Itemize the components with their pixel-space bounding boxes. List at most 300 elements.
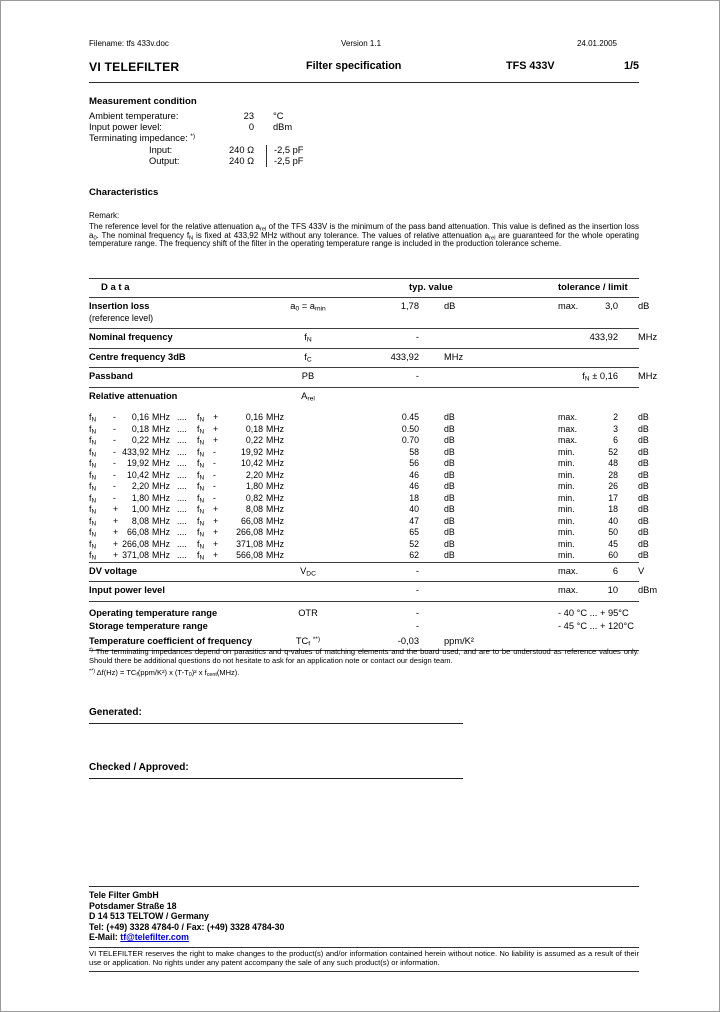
measurement-label: Terminating impedance: *) — [89, 133, 196, 144]
limit-value: 45 — [608, 538, 618, 549]
product-name: TFS 433V — [506, 60, 555, 72]
range-value: 266,08 — [122, 538, 149, 549]
spec-row — [89, 607, 639, 621]
measurement-value: 240 Ω — [229, 144, 255, 155]
limit-value: 433,92 — [589, 332, 618, 342]
typ-unit: dB — [444, 435, 455, 445]
fn-symbol: $f_N$ — [197, 550, 205, 562]
typ-value: - — [415, 565, 419, 576]
measurement-unit: °C — [273, 111, 284, 121]
spec-freq-row — [89, 458, 649, 470]
range-unit: MHz — [152, 423, 171, 434]
fn-symbol: $f_N$ — [89, 469, 97, 481]
typ-value: 46 — [409, 481, 419, 491]
spec-row — [89, 368, 658, 388]
range-dots: .... — [177, 412, 187, 422]
header-rule — [89, 82, 639, 83]
limit-type: max. — [558, 435, 578, 445]
range-dots: .... — [177, 469, 187, 480]
spec-label-text: Input power level — [89, 585, 165, 595]
measurement-label: Input: — [149, 144, 173, 155]
spec-label-text: Relative attenuation — [89, 390, 178, 401]
fn-symbol: $f_N$ — [197, 481, 205, 493]
limit-value: 6 — [612, 565, 618, 576]
range-unit: MHz — [152, 412, 171, 422]
typ-unit: dB — [444, 458, 455, 468]
fn-symbol: $f_N$ — [89, 527, 97, 539]
range-sign: + — [213, 504, 219, 514]
limit-value: 18 — [608, 504, 618, 514]
range-sign: + — [113, 527, 119, 537]
fn-symbol: $f_N$ — [89, 481, 97, 493]
range-value: 8,08 — [245, 504, 263, 514]
range-sign: + — [213, 423, 219, 434]
limit-value: 50 — [608, 527, 618, 537]
spec-label-text: Centre frequency 3dB — [89, 351, 186, 362]
range-unit: MHz — [266, 527, 285, 537]
limit-range: - 40 °C ... + 95°C — [558, 607, 629, 618]
spec-label — [89, 566, 287, 578]
range-dots: .... — [177, 423, 187, 434]
spec-label-text: Insertion loss — [89, 301, 150, 311]
spec-row — [89, 562, 645, 583]
spec-label — [89, 608, 287, 620]
footer-street: Potsdamer Straße 18 — [89, 900, 177, 911]
spec-label — [89, 352, 287, 364]
measurement-value: 240 Ω — [229, 155, 255, 166]
range-unit: MHz — [152, 527, 171, 537]
measurement-value — [229, 133, 254, 144]
spec-symbol: $TC_f$ **) — [295, 635, 321, 647]
limit-unit: dB — [638, 515, 649, 526]
company-logo: VI TELEFILTER — [89, 60, 180, 74]
spec-table-body — [89, 298, 658, 651]
range-sign: + — [113, 515, 119, 526]
limit-type: min. — [558, 515, 575, 526]
footer-phone-fax: Tel: (+49) 3328 4784-0 / Fax: (+49) 3328 4784-30 — [89, 921, 285, 932]
spec-label — [89, 585, 287, 597]
limit-value: $f_N \pm 0,16$ — [582, 371, 618, 383]
limit-unit: dB — [638, 301, 650, 311]
meta-filename: Filename: tfs 433v.doc — [89, 39, 169, 48]
range-dots: .... — [177, 481, 187, 491]
generated-label: Generated: — [89, 707, 142, 718]
limit-value: 52 — [608, 446, 618, 457]
typ-unit: dB — [444, 469, 455, 480]
limit-type: min. — [558, 481, 575, 491]
spec-label — [89, 371, 287, 383]
range-sign: + — [213, 527, 219, 537]
range-value: 433,92 — [122, 446, 149, 457]
fn-symbol: $f_N$ — [89, 458, 97, 470]
fn-symbol: $f_N$ — [89, 492, 97, 504]
limit-range: - 45 °C ... + 120°C — [558, 621, 634, 631]
typ-value: 40 — [409, 504, 419, 514]
spec-freq-row — [89, 446, 649, 459]
spec-label-text: Storage temperature range — [89, 621, 208, 631]
spec-label — [89, 391, 287, 403]
limit-type: max. — [558, 565, 579, 576]
typ-value: - — [415, 585, 419, 595]
typ-value: 433,92 — [390, 351, 419, 362]
fn-symbol: $f_N$ — [197, 423, 205, 435]
fn-symbol: $f_N$ — [197, 446, 205, 458]
range-value: 371,08 — [236, 538, 263, 549]
measurement-unit: dBm — [273, 122, 293, 133]
limit-unit: dB — [638, 504, 649, 514]
limit-value: 2 — [613, 412, 618, 422]
range-unit: MHz — [152, 538, 171, 549]
range-sign: + — [113, 550, 119, 560]
spec-row — [89, 349, 639, 369]
fn-symbol: $f_N$ — [89, 550, 97, 562]
generated-sign-line — [89, 707, 463, 724]
range-value: 66,08 — [126, 527, 149, 537]
range-dots: .... — [177, 538, 187, 549]
fn-symbol: $f_N$ — [197, 412, 205, 424]
spec-label-text: Nominal frequency — [89, 332, 173, 342]
spec-label-text: Operating temperature range — [89, 607, 218, 618]
range-unit: MHz — [152, 504, 171, 514]
document-footer — [89, 886, 639, 972]
document-header — [89, 60, 639, 82]
range-value: 566,08 — [236, 550, 263, 560]
range-unit: MHz — [266, 481, 285, 491]
range-sign: - — [213, 446, 216, 457]
measurement-unit — [254, 133, 639, 144]
range-sign: - — [213, 481, 216, 491]
range-unit: MHz — [266, 550, 285, 560]
spec-freq-row — [89, 550, 649, 562]
col-header-typ: typ. value — [409, 282, 453, 293]
footer-email-line — [89, 932, 639, 943]
spec-freq-row — [89, 538, 649, 551]
limit-unit: dB — [638, 469, 649, 480]
range-dots: .... — [177, 446, 187, 457]
spec-label-text: DV voltage — [89, 565, 138, 576]
fn-symbol: $f_N$ — [197, 527, 205, 539]
fn-symbol: $f_N$ — [89, 435, 97, 447]
fn-symbol: $f_N$ — [197, 504, 205, 516]
spec-row — [89, 620, 639, 634]
spec-freq-row — [89, 481, 649, 493]
range-unit: MHz — [266, 446, 285, 457]
limit-unit: dB — [638, 423, 649, 434]
range-sign: + — [213, 435, 219, 445]
limit-unit: dB — [638, 538, 649, 549]
range-value: 266,08 — [236, 527, 263, 537]
range-sign: - — [213, 492, 216, 503]
limit-unit: dB — [638, 435, 649, 445]
limit-type: max. — [558, 423, 578, 434]
range-value: 19,92 — [240, 446, 263, 457]
range-unit: MHz — [266, 515, 285, 526]
measurement-section — [89, 96, 639, 167]
range-value: 0,22 — [131, 435, 149, 445]
checked-approved-sign-line — [89, 762, 463, 779]
range-unit: MHz — [152, 515, 171, 526]
spec-row — [89, 329, 658, 349]
typ-unit: dB — [444, 550, 455, 560]
fn-symbol: $f_N$ — [197, 458, 205, 470]
range-value: 1,80 — [245, 481, 263, 491]
typ-value: 58 — [409, 446, 419, 457]
spec-freq-row — [89, 435, 649, 447]
spec-label — [89, 636, 287, 648]
range-sign: - — [113, 492, 116, 503]
limit-type: max. — [558, 585, 579, 595]
range-sign: - — [213, 469, 216, 480]
range-value: 371,08 — [122, 550, 149, 560]
characteristics-section — [89, 187, 639, 249]
footer-disclaimer: VI TELEFILTER reserves the right to make changes to the product(s) and/or information contained herein without notice. No liability is assumed as a result of their use or application. No rights under any patent accompany the sale of any such product(s) or information. — [89, 947, 639, 972]
range-unit: MHz — [266, 412, 285, 422]
typ-value: 18 — [409, 492, 419, 503]
range-value: 0,16 — [131, 412, 149, 422]
page-number: 1/5 — [623, 60, 639, 72]
limit-type: min. — [558, 550, 575, 560]
range-sign: + — [213, 515, 219, 526]
limit-type: min. — [558, 504, 575, 514]
range-value: 2,20 — [131, 481, 149, 491]
range-sign: - — [113, 412, 116, 422]
col-header-data: D a t a — [101, 282, 130, 293]
limit-value: 3,0 — [605, 301, 618, 311]
meta-date: 24.01.2005 — [576, 39, 617, 48]
capacitance-value: -2,5 pF — [266, 145, 303, 156]
footnote-formula: **) $\Delta f(Hz) = TC_f(ppm/K^2)$ x $(T-T_0)^2$ x $f_{cent}(MHz)$. — [89, 668, 240, 679]
remark-label: Remark: — [89, 211, 120, 220]
spec-row — [89, 582, 658, 602]
measurement-value: 0 — [248, 122, 254, 133]
measurement-row — [89, 156, 639, 167]
range-unit: MHz — [266, 469, 285, 480]
range-sign: - — [113, 435, 116, 445]
range-unit: MHz — [152, 550, 171, 560]
range-unit: MHz — [266, 538, 285, 549]
fn-symbol: $f_N$ — [197, 492, 205, 504]
range-value: 10,42 — [126, 469, 149, 480]
footnote-terminating: *) The terminating impedances depend on parasitics and q-values of matching elements and the board used, and are to be understood as reference values only. Should there be additional questions do not hesitate to ask for an application note or contact our design team. — [89, 647, 639, 665]
email-label: E-Mail: — [89, 932, 121, 943]
footer-company-name: Tele Filter GmbH — [89, 890, 159, 900]
range-value: 0,82 — [245, 492, 263, 503]
typ-unit: dB — [444, 423, 455, 434]
typ-value: - — [415, 371, 419, 381]
range-unit: MHz — [152, 469, 171, 480]
spec-freq-row — [89, 527, 649, 539]
measurement-rows — [89, 111, 639, 167]
typ-unit: dB — [444, 446, 455, 457]
measurement-label: Output: — [149, 155, 180, 166]
range-value: 1,80 — [131, 492, 149, 503]
measurement-row — [89, 111, 639, 122]
typ-value: 52 — [409, 538, 419, 549]
typ-unit: dB — [444, 515, 455, 526]
fn-symbol: $f_N$ — [197, 538, 205, 550]
page-title: Filter specification — [306, 60, 402, 72]
range-dots: .... — [177, 435, 187, 445]
typ-value: 46 — [409, 469, 419, 480]
typ-unit: ppm/K² — [444, 635, 474, 646]
spec-label — [89, 301, 287, 324]
range-value: 10,42 — [240, 458, 263, 468]
limit-type: max. — [558, 301, 579, 311]
spec-symbol: PB — [301, 371, 315, 381]
range-unit: MHz — [266, 458, 285, 468]
range-value: 2,20 — [245, 469, 263, 480]
limit-unit: MHz — [638, 371, 658, 381]
limit-unit: dB — [638, 412, 649, 422]
limit-type: min. — [558, 492, 575, 503]
range-unit: MHz — [152, 492, 171, 503]
limit-value: 28 — [608, 469, 618, 480]
limit-value: 48 — [608, 458, 618, 468]
typ-unit: MHz — [444, 351, 464, 362]
limit-value: 3 — [613, 423, 618, 434]
range-dots: .... — [177, 492, 187, 503]
typ-unit: dB — [444, 504, 455, 514]
typ-unit: dB — [444, 492, 455, 503]
range-sign: + — [113, 504, 119, 514]
range-unit: MHz — [266, 492, 285, 503]
limit-value: 40 — [608, 515, 618, 526]
measurement-label: Ambient temperature: — [89, 111, 179, 121]
range-sign: - — [213, 458, 216, 468]
meta-row — [89, 39, 639, 50]
spec-freq-row — [89, 492, 649, 505]
limit-type: min. — [558, 538, 575, 549]
range-sign: - — [113, 458, 116, 468]
spec-table — [89, 278, 658, 651]
range-unit: MHz — [152, 458, 171, 468]
limit-value: 17 — [608, 492, 618, 503]
range-sign: - — [113, 423, 116, 434]
meta-version: Version 1.1 — [341, 39, 382, 48]
spec-row — [89, 298, 650, 329]
range-value: 66,08 — [240, 515, 263, 526]
range-unit: MHz — [152, 481, 171, 491]
fn-symbol: $f_N$ — [89, 504, 97, 516]
range-sign: + — [213, 550, 219, 560]
spec-label-text: Passband — [89, 371, 133, 381]
typ-value: - — [415, 332, 419, 342]
limit-unit: dB — [638, 481, 649, 491]
fn-symbol: $f_N$ — [197, 515, 205, 527]
range-unit: MHz — [152, 446, 171, 457]
typ-unit: dB — [444, 538, 455, 549]
spec-symbol: $f_C$ — [304, 351, 312, 363]
limit-value: 26 — [608, 481, 618, 491]
range-dots: .... — [177, 550, 187, 560]
spec-freq-row — [89, 504, 649, 516]
spec-label — [89, 621, 287, 633]
spec-row — [89, 388, 639, 405]
limit-type: min. — [558, 469, 575, 480]
range-value: 8,08 — [131, 515, 149, 526]
range-sign: + — [113, 538, 119, 549]
range-value: 1,00 — [131, 504, 149, 514]
col-header-tolerance: tolerance / limit — [558, 282, 628, 293]
measurement-row — [89, 133, 639, 144]
spec-label-text: Temperature coefficient of frequency — [89, 635, 253, 646]
limit-type: min. — [558, 527, 575, 537]
fn-symbol: $f_N$ — [89, 423, 97, 435]
range-sign: - — [113, 446, 116, 457]
fn-symbol: $f_N$ — [197, 469, 205, 481]
measurement-label: Input power level: — [89, 122, 162, 133]
fn-symbol: $f_N$ — [89, 538, 97, 550]
limit-unit: dB — [638, 527, 649, 537]
limit-unit: dB — [638, 446, 649, 457]
range-value: 0,16 — [245, 412, 263, 422]
typ-value: 0.50 — [401, 423, 419, 434]
range-unit: MHz — [266, 435, 285, 445]
fn-symbol: $f_N$ — [89, 446, 97, 458]
limit-type: min. — [558, 446, 575, 457]
range-unit: MHz — [266, 423, 285, 434]
limit-unit: MHz — [638, 332, 658, 342]
limit-type: max. — [558, 412, 578, 422]
limit-unit: dBm — [638, 585, 658, 595]
limit-value: 60 — [608, 550, 618, 560]
footnotes-section — [89, 647, 639, 677]
limit-unit: V — [638, 565, 645, 576]
spec-freq-row — [89, 423, 649, 436]
spec-symbol: $f_N$ — [304, 332, 312, 344]
spec-symbol: $a_0 = a_{min}$ — [290, 301, 326, 313]
spec-symbol: $A_{rel}$ — [301, 390, 315, 402]
typ-unit: dB — [444, 301, 456, 311]
range-value: 0,18 — [245, 423, 263, 434]
range-unit: MHz — [152, 435, 171, 445]
range-value: 0,22 — [245, 435, 263, 445]
typ-value: 1,78 — [400, 301, 419, 311]
spec-table-header — [89, 278, 639, 298]
range-dots: .... — [177, 515, 187, 526]
measurement-value2 — [254, 156, 639, 167]
typ-unit: dB — [444, 412, 455, 422]
measurement-row — [89, 145, 639, 156]
range-sign: - — [113, 481, 116, 491]
measurement-row — [89, 122, 639, 133]
typ-value: 62 — [409, 550, 419, 560]
typ-value: -0,03 — [397, 635, 419, 646]
range-dots: .... — [177, 527, 187, 537]
typ-value: 0.45 — [401, 412, 419, 422]
range-value: 19,92 — [126, 458, 149, 468]
limit-value: 10 — [607, 585, 618, 595]
limit-type: min. — [558, 458, 575, 468]
range-dots: .... — [177, 458, 187, 468]
measurement-heading: Measurement condition — [89, 96, 197, 107]
capacitance-value: -2,5 pF — [266, 156, 303, 167]
footer-city: D 14 513 TELTOW / Germany — [89, 911, 209, 922]
typ-value: 0.70 — [401, 435, 419, 445]
spec-label — [89, 332, 287, 344]
typ-value: 56 — [409, 458, 419, 468]
measurement-value: 23 — [243, 111, 254, 121]
spec-symbol: $V_{DC}$ — [300, 565, 316, 577]
range-sign: + — [213, 412, 219, 422]
email-link[interactable]: tf@telefilter.com — [120, 932, 189, 943]
spec-freq-row — [89, 412, 649, 424]
limit-unit: dB — [638, 492, 649, 503]
checked-approved-label: Checked / Approved: — [89, 762, 189, 773]
spec-label-subtext: (reference level) — [89, 312, 154, 323]
measurement-value2 — [254, 145, 639, 156]
spec-freq-row — [89, 515, 649, 528]
